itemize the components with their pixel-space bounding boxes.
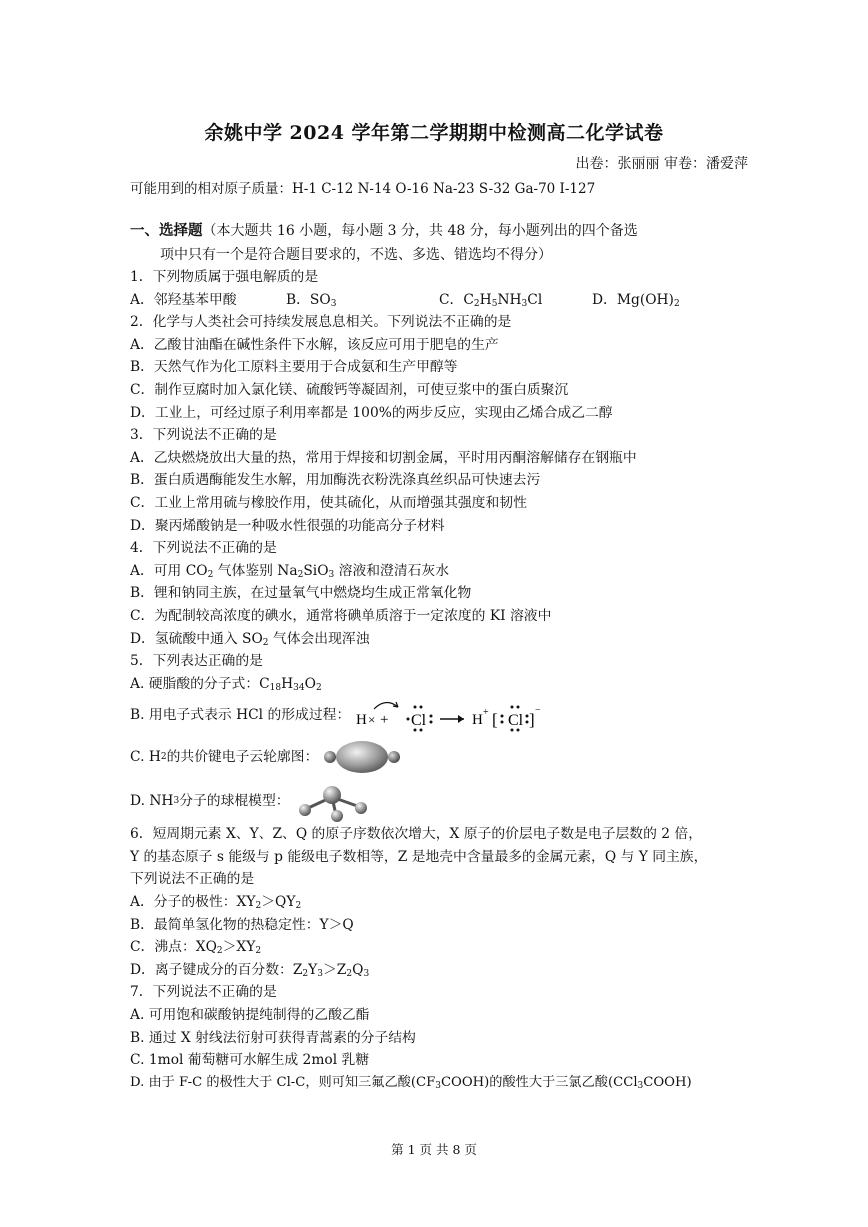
q6-option-b: B．最简单氢化物的热稳定性：Y＞Q <box>130 916 354 933</box>
page-footer: 第 1 页 共 8 页 <box>391 1142 477 1157</box>
section-heading <box>130 219 742 267</box>
q5-option-c: C. H 2 的共价键电子云轮廓图： <box>130 735 742 779</box>
right-bracket-label: ] <box>529 710 535 730</box>
section-desc-2: 项中只有一个是符合题目要求的，不选、多选、错选均不得分） <box>160 247 552 263</box>
cl-charge-label: − <box>535 705 541 717</box>
reaction-arrow-icon <box>458 715 464 723</box>
q7-option-b: B. 通过 X 射线法衍射可获得青蒿素的分子结构 <box>130 1029 416 1046</box>
electron-formula-diagram <box>356 697 542 733</box>
q6-stem-2: Y 的基态原子 s 能级与 p 能级电子数相等，Z 是地壳中含量最多的金属元素，Q 与 Y 同主族， <box>130 848 708 865</box>
q5-option-a: A. 硬脂酸的分子式：$C_{18}H_{34}O_2$ <box>130 675 322 693</box>
q4-option-d: D．氢硫酸中通入 $SO_2$ 气体会出现浑浊 <box>130 630 370 648</box>
q6-stem-1: 6．短周期元素 X、Y、Z、Q 的原子序数依次增大，X 原子的价层电子数是电子层数的 2 倍， <box>130 826 703 843</box>
h-atom-label: H <box>356 712 368 729</box>
q3-option-b: B．蛋白质遇酶能发生水解，用加酶洗衣粉洗涤真丝织品可快速去污 <box>130 472 541 489</box>
plus-label: + <box>380 712 389 729</box>
q5-option-d: D. NH 3 分子的球棍模型： <box>130 779 742 823</box>
q3-option-a: A．乙炔燃烧放出大量的热，常用于焊接和切割金属，平时用丙酮溶解储存在钢瓶中 <box>130 449 637 466</box>
q1-option-b: B．$SO_3$ <box>286 291 337 309</box>
hcl-electron-formula <box>356 697 542 733</box>
q4-option-c: C．为配制较高浓度的碘水，通常将碘单质溶于一定浓度的 KI 溶液中 <box>130 607 552 624</box>
q6-option-a: A．分子的极性：$XY_2>QY_2$ <box>130 894 302 912</box>
h-electron-label: × <box>368 712 376 728</box>
q4-option-a: A．可用 $CO_2$ 气体鉴别 $Na_2SiO_3$ 溶液和澄清石灰水 <box>130 562 450 580</box>
exam-title: 余姚中学 2024 学年第二学期期中检测高二化学试卷 <box>204 122 664 144</box>
q3-option-c: C．工业上常用硫与橡胶作用，使其硫化，从而增强其强度和韧性 <box>130 494 527 511</box>
q3-stem: 3．下列说法不正确的是 <box>130 427 277 444</box>
q1-stem: 1．下列物质属于强电解质的是 <box>130 269 319 285</box>
q6-option-c: C．沸点：$XQ_2>XY_2$ <box>130 939 262 957</box>
q2-option-a: A．乙酸甘油酯在碱性条件下水解，该反应可用于肥皂的生产 <box>130 336 499 353</box>
section-desc-1: （本大题共 16 小题，每小题 3 分，共 48 分，每小题列出的四个备选 <box>202 223 638 239</box>
questions <box>130 266 742 1094</box>
q1-option-a: A．邻羟基苯甲酸 <box>130 291 237 308</box>
nh3-ball-stick-diagram <box>294 779 374 823</box>
section-title: 一、选择题 <box>130 222 203 239</box>
q1-option-c: C．$C_2H_5NH_3Cl$ <box>439 291 543 309</box>
q7-stem: 7．下列说法不正确的是 <box>130 984 277 1001</box>
q1-options <box>130 289 742 312</box>
q4-stem: 4．下列说法不正确的是 <box>130 540 277 557</box>
q3-option-d: D．聚丙烯酸钠是一种吸水性很强的功能高分子材料 <box>130 517 445 534</box>
left-bracket-label: [ <box>492 710 498 730</box>
q2-option-c: C．制作豆腐时加入氯化镁、硫酸钙等凝固剂，可使豆浆中的蛋白质聚沉 <box>130 381 569 398</box>
q6-option-d: D．离子键成分的百分数：$Z_2Y_3>Z_2Q_3$ <box>130 961 370 979</box>
atomic-mass-line: 可能用到的相对原子质量：H-1 C-12 N-14 O-16 Na-23 S-32 Ga-70 I-127 <box>130 181 596 197</box>
authors-line: 出卷：张丽丽 审卷：潘爱萍 <box>575 156 748 172</box>
q6-stem-3: 下列说法不正确的是 <box>130 871 255 888</box>
cl-ion-label: Cl <box>508 712 524 730</box>
h-charge-label: + <box>483 707 489 719</box>
q2-option-b: B．天然气作为化工原料主要用于合成氨和生产甲醇等 <box>130 359 458 376</box>
q5-option-b: B. 用电子式表示 HCl 的形成过程： H × + Cl H + [ Cl ] − <box>130 695 742 735</box>
q1-option-d: D．$Mg(OH)_2$ <box>592 291 680 309</box>
q5-stem: 5．下列表达正确的是 <box>130 653 263 670</box>
cl-atom-label: Cl <box>411 712 427 730</box>
q7-option-a: A. 可用饱和碳酸钠提纯制得的乙酸乙酯 <box>130 1007 370 1024</box>
q4-option-b: B．锂和钠同主族，在过量氧气中燃烧均生成正常氧化物 <box>130 585 472 602</box>
q7-option-d: D. 由于 F-C 的极性大于 Cl-C，则可知三氟乙酸$(CF_3COOH)$的酸性大于三氯乙酸(CCl$_3$COOH) <box>130 1074 692 1091</box>
h-ion-label: H <box>472 712 484 729</box>
q2-option-d: D．工业上，可经过原子利用率都是 100%的两步反应，实现由乙烯合成乙二醇 <box>130 404 613 421</box>
q2-stem: 2．化学与人类社会可持续发展息息相关。下列说法不正确的是 <box>130 314 512 331</box>
q7-option-c: C. 1mol 葡萄糖可水解生成 2mol 乳糖 <box>130 1052 370 1069</box>
h2-electron-cloud-diagram <box>322 737 402 777</box>
